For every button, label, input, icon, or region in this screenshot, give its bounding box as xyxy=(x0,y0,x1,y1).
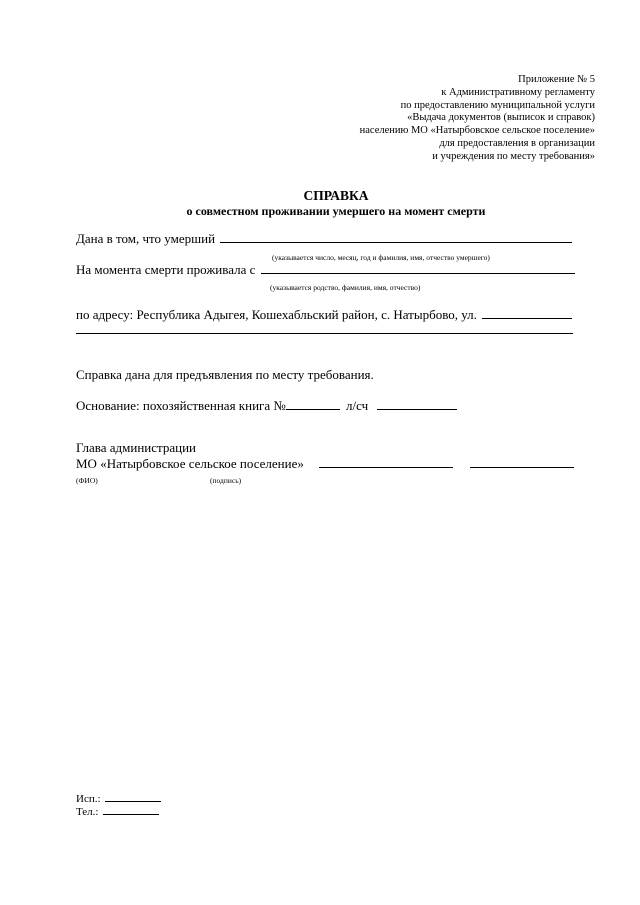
ls-label: л/сч xyxy=(346,398,369,413)
appendix-line: населению МО «Натырбовское сельское поселение» xyxy=(359,125,595,137)
address-row xyxy=(76,306,572,323)
deceased-label: Дана в том, что умерший xyxy=(76,231,216,246)
resided-row xyxy=(76,261,575,278)
fio-caption: (ФИО) xyxy=(76,476,98,485)
resided-label: На момента смерти проживала с xyxy=(76,262,256,277)
deceased-row xyxy=(76,230,572,247)
head-title-line2-row xyxy=(76,455,574,472)
appendix-line: Приложение № 5 xyxy=(518,74,595,85)
book-number-input-line[interactable] xyxy=(286,397,340,410)
executor-input-line[interactable] xyxy=(105,791,161,802)
street-input-line[interactable] xyxy=(482,306,572,319)
executor-label: Исп.: xyxy=(76,793,101,805)
basis-label: Основание: похозяйственная книга № xyxy=(76,398,286,413)
signature-caption: (подпись) xyxy=(210,476,242,485)
appendix-line: «Выдача документов (выписок и справок) xyxy=(407,112,595,124)
ls-number-input-line[interactable] xyxy=(377,397,457,410)
document-subtitle: о совместном проживании умершего на момент смерти xyxy=(186,204,486,218)
purpose-text: Справка дана для предъявления по месту требования. xyxy=(76,367,374,382)
appendix-line: по предоставлению муниципальной услуги xyxy=(400,99,595,111)
resided-input-line[interactable] xyxy=(261,261,575,274)
appendix-header xyxy=(360,74,595,164)
deceased-hint: (указывается число, месяц, год и фамилия, имя, отчество умершего) xyxy=(272,253,490,262)
appendix-line: и учреждения по месту требования» xyxy=(432,150,595,162)
appendix-line: к Административному регламенту xyxy=(441,86,595,98)
phone-row xyxy=(76,804,159,819)
head-title-line1: Глава администрации xyxy=(76,440,197,455)
fio-input-line[interactable] xyxy=(319,455,453,468)
basis-row xyxy=(76,397,457,414)
head-title-line2: МО «Натырбовское сельское поселение» xyxy=(76,456,304,471)
document-title: СПРАВКА xyxy=(303,188,369,203)
resided-hint: (указывается родство, фамилия, имя, отчество) xyxy=(270,283,421,292)
deceased-input-line[interactable] xyxy=(220,230,572,243)
appendix-line: для предоставления в организации xyxy=(439,137,595,149)
phone-label: Тел.: xyxy=(76,806,99,818)
address-label: по адресу: Республика Адыгея, Кошехабльский район, с. Натырбово, ул. xyxy=(76,307,477,322)
signature-input-line[interactable] xyxy=(470,455,574,468)
phone-input-line[interactable] xyxy=(103,804,159,815)
address-continuation-line[interactable] xyxy=(76,333,573,334)
